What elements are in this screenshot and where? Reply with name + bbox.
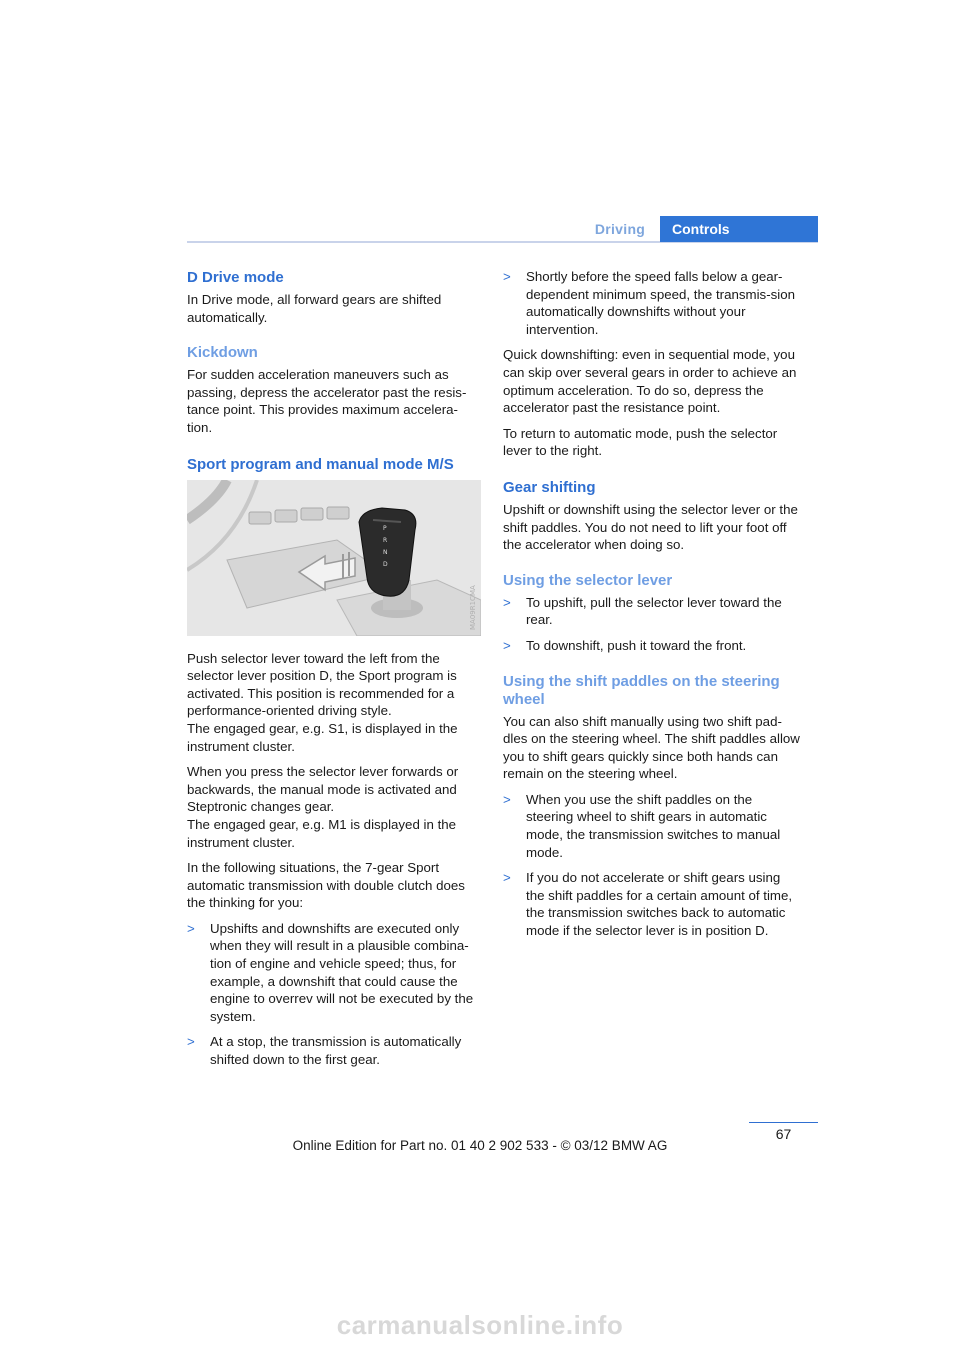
list-item: > Shortly before the speed falls below a gear-dependent minimum speed, the transmis-sion automatically downshifts without your intervention. (503, 269, 796, 337)
return-auto-text: To return to automatic mode, push the selector lever to the right. (503, 425, 778, 459)
footer-rule (749, 1122, 818, 1123)
svg-text:R: R (383, 536, 388, 544)
list-item: > Upshifts and downshifts are executed only when they will result in a plausible combina-tion of engine and vehicle speed; thus, for example, a downshift that could cause the engine to overrev will not be executed by the system. (187, 920, 474, 1024)
heading-selector-lever: Using the selector lever (503, 571, 673, 589)
kickdown-text: For sudden acceleration maneuvers such as passing, depress the accelerator past the resis-tance point. This provides maximum accelera-tion. (187, 367, 467, 435)
list-item: > To upshift, pull the selector lever toward the rear. (503, 594, 782, 628)
svg-text:P: P (383, 524, 387, 532)
sport-p2: When you press the selector lever forwards or backwards, the manual mode is activated and Steptronic changes gear. (187, 764, 459, 815)
page-number: 67 (775, 1126, 792, 1142)
heading-sport-program: Sport program and manual mode M/S (187, 455, 454, 473)
list-item: > When you use the shift paddles on the steering wheel to shift gears in automatic mode, the transmission switches to manual mode. (503, 791, 781, 860)
sport-p2b: The engaged gear, e.g. M1 is displayed in the instrument cluster. (187, 816, 457, 850)
svg-text:N: N (383, 548, 388, 556)
edition-footer: Online Edition for Part no. 01 40 2 902 533 - © 03/12 BMW AG (292, 1138, 668, 1153)
quick-downshift-text: Quick downshifting: even in sequential mode, you can skip over several gears in order to achieve an optimum acceleration. To do so, depress the accelerator past the resistance point. (503, 347, 797, 416)
list-item: > If you do not accelerate or shift gears using the shift paddles for a certain amount of time, the transmission switches back to automatic mode if the selector lever is in position D. (503, 870, 793, 939)
selector-lever-illustration (187, 480, 481, 636)
watermark: carmanualsonline.info (336, 1310, 624, 1340)
gear-shifting-text: Upshift or downshift using the selector lever or the shift paddles. You do not need to lift your foot off the accelerator when doing so. (503, 501, 798, 553)
heading-shift-paddles: Using the shift paddles on the steering wheel (503, 672, 780, 708)
sport-p3: In the following situations, the 7-gear Sport automatic transmission with double clutch does the thinking for you: (187, 860, 465, 911)
header-active-tab: Controls (660, 216, 818, 242)
left-column (187, 268, 483, 1077)
heading-d-drive-mode: D Drive mode (187, 269, 284, 286)
heading-gear-shifting: Gear shifting (503, 478, 596, 496)
sport-p1b: The engaged gear, e.g. S1, is displayed in the instrument cluster. (187, 720, 458, 754)
sport-p1: Push selector lever toward the left from the selector lever position D, the Sport program is activated. This position is recommended for a performance-oriented driving style. (187, 650, 457, 719)
list-item: > To downshift, push it toward the front. (503, 637, 747, 653)
paddles-text: You can also shift manually using two shift pad-dles on the steering wheel. The shift paddles allow you to shift gears quickly since both hands can remain on the steering wheel. (503, 713, 800, 782)
figure-code: MA09R1CMA (469, 584, 477, 630)
list-item: > At a stop, the transmission is automatically shifted down to the first gear. (187, 1034, 462, 1068)
right-column (503, 268, 801, 948)
heading-kickdown: Kickdown (187, 344, 258, 362)
d-drive-text: In Drive mode, all forward gears are shifted automatically. (187, 292, 442, 325)
svg-text:D: D (383, 560, 388, 568)
header-section-label: Driving (594, 221, 646, 237)
